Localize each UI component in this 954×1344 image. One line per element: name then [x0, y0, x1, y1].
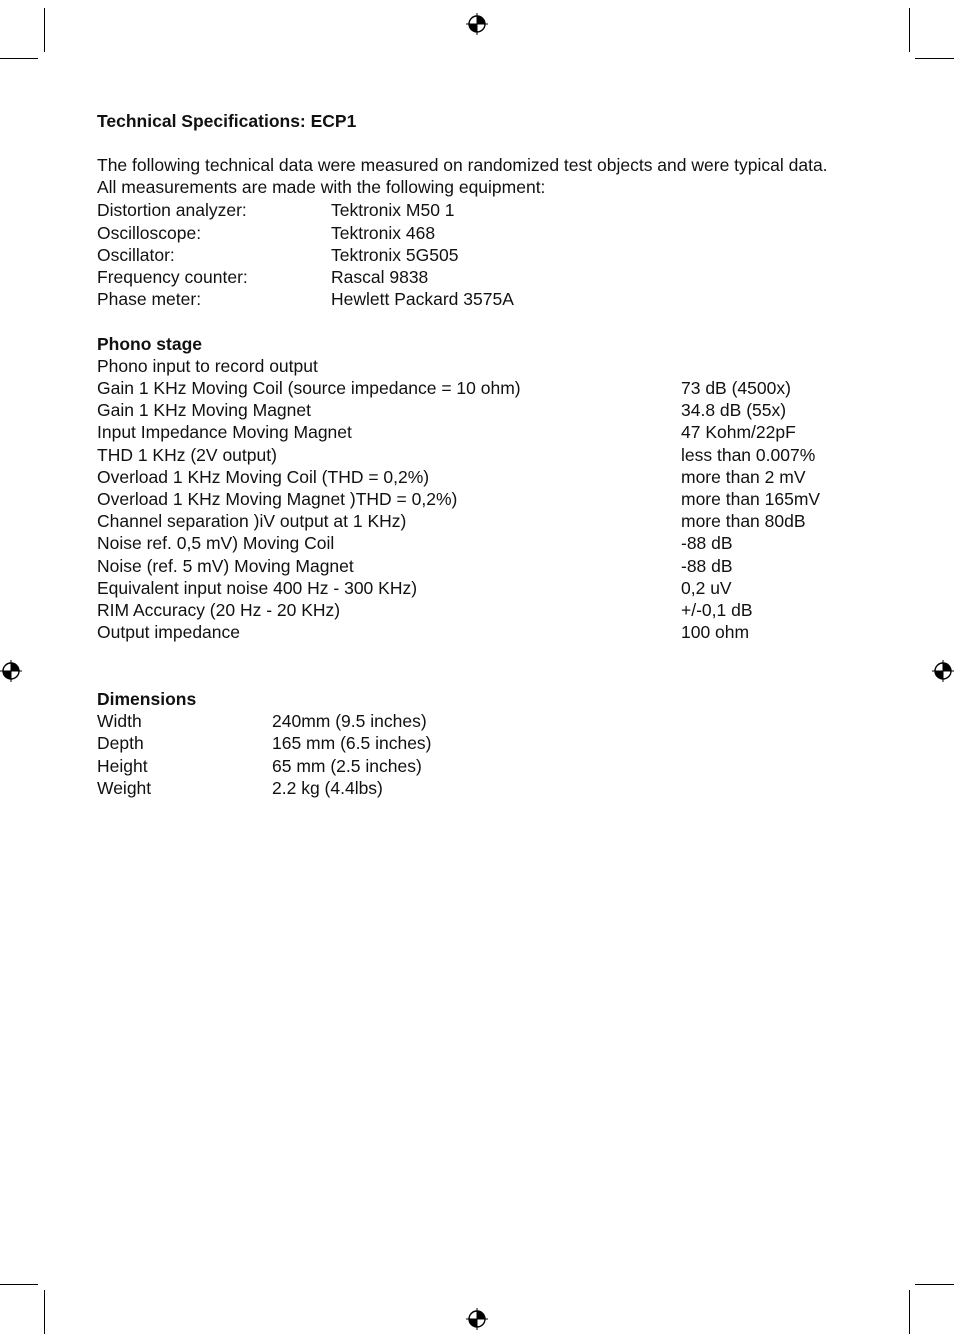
- equipment-label: Distortion analyzer:: [97, 200, 247, 220]
- dimension-value: 165 mm (6.5 inches): [272, 733, 432, 753]
- equipment-value: Tektronix M50 1: [331, 200, 455, 220]
- crop-mark-top-right-vertical: [909, 8, 910, 52]
- crop-mark-bottom-left-horizontal: [0, 1284, 38, 1285]
- spec-label: THD 1 KHz (2V output): [97, 445, 277, 465]
- spec-value: -88 dB: [681, 556, 733, 576]
- crop-mark-top-left-horizontal: [0, 58, 38, 59]
- crop-mark-top-left-vertical: [44, 8, 45, 52]
- dimension-label: Depth: [97, 733, 144, 753]
- spec-value: more than 2 mV: [681, 467, 806, 487]
- crop-mark-bottom-right-horizontal: [915, 1284, 954, 1285]
- phono-subheading: Phono input to record output: [97, 356, 318, 376]
- spec-label: Equivalent input noise 400 Hz - 300 KHz): [97, 578, 418, 598]
- equipment-value: Rascal 9838: [331, 267, 429, 287]
- equipment-value: Tektronix 468: [331, 223, 436, 243]
- registration-mark-icon: [0, 660, 22, 682]
- spec-label: Noise ref. 0,5 mV) Moving Coil: [97, 533, 335, 553]
- dimension-value: 2.2 kg (4.4lbs): [272, 778, 383, 798]
- crop-mark-bottom-right-vertical: [909, 1290, 910, 1334]
- spec-label: Output impedance: [97, 622, 241, 642]
- spec-value: less than 0.007%: [681, 445, 816, 465]
- spec-label: Channel separation )iV output at 1 KHz): [97, 511, 407, 531]
- spec-label: Noise (ref. 5 mV) Moving Magnet: [97, 556, 354, 576]
- registration-mark-icon: [932, 660, 954, 682]
- dimension-label: Weight: [97, 778, 152, 798]
- spec-label: Gain 1 KHz Moving Magnet: [97, 400, 311, 420]
- dimension-value: 65 mm (2.5 inches): [272, 756, 422, 776]
- spec-label: Gain 1 KHz Moving Coil (source impedance = 10 ohm): [97, 378, 521, 398]
- equipment-value: Hewlett Packard 3575A: [331, 289, 514, 309]
- spec-value: more than 80dB: [681, 511, 806, 531]
- spec-value: 47 Kohm/22pF: [681, 422, 796, 442]
- dimension-label: Width: [97, 711, 142, 731]
- crop-mark-top-right-horizontal: [915, 58, 954, 59]
- equipment-label: Phase meter:: [97, 289, 202, 309]
- equipment-value: Tektronix 5G505: [331, 245, 459, 265]
- spec-value: 0,2 uV: [681, 578, 732, 598]
- spec-value: 73 dB (4500x): [681, 378, 791, 398]
- dimension-value: 240mm (9.5 inches): [272, 711, 427, 731]
- equipment-label: Frequency counter:: [97, 267, 248, 287]
- registration-mark-icon: [466, 1308, 488, 1330]
- page-title: Technical Specifications: ECP1: [97, 111, 357, 131]
- spec-label: Overload 1 KHz Moving Coil (THD = 0,2%): [97, 467, 430, 487]
- crop-mark-bottom-left-vertical: [44, 1290, 45, 1334]
- equipment-label: Oscilloscope:: [97, 223, 202, 243]
- spec-value: +/-0,1 dB: [681, 600, 753, 620]
- spec-label: RIM Accuracy (20 Hz - 20 KHz): [97, 600, 341, 620]
- equipment-label: Oscillator:: [97, 245, 175, 265]
- registration-mark-icon: [466, 13, 488, 35]
- spec-label: Overload 1 KHz Moving Magnet )THD = 0,2%): [97, 489, 458, 509]
- spec-value: more than 165mV: [681, 489, 821, 509]
- spec-label: Input Impedance Moving Magnet: [97, 422, 352, 442]
- intro-paragraph: The following technical data were measured on randomized test objects and were typical data. All measurements are made with the following equipment:: [97, 155, 828, 198]
- dimensions-heading: Dimensions: [97, 689, 197, 709]
- phono-heading: Phono stage: [97, 334, 203, 354]
- dimension-label: Height: [97, 756, 148, 776]
- spec-value: 100 ohm: [681, 622, 750, 642]
- spec-value: -88 dB: [681, 533, 733, 553]
- spec-value: 34.8 dB (55x): [681, 400, 787, 420]
